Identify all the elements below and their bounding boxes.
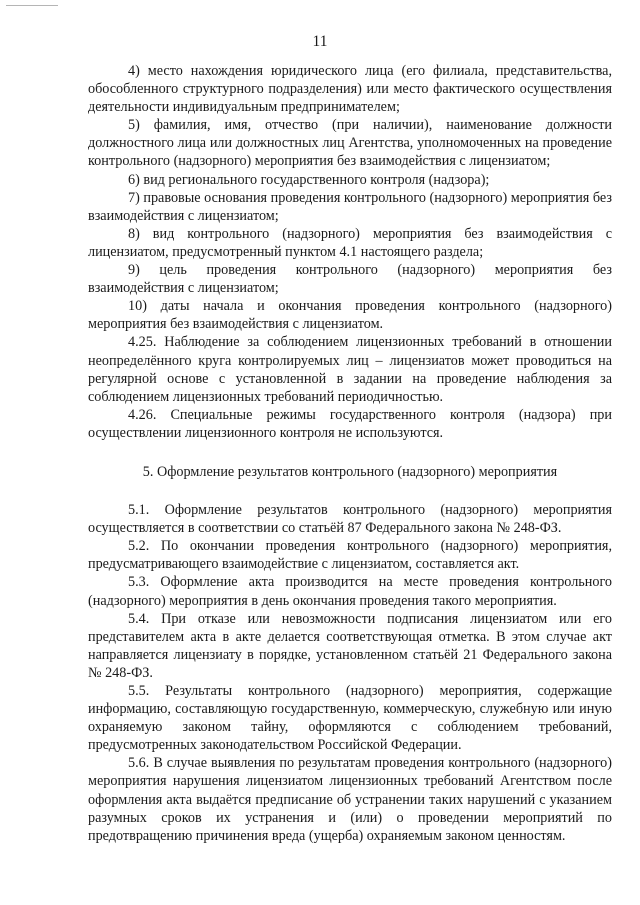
paragraph-item-8-measure-type: 8) вид контрольного (надзорного) мероприятия без взаимодействия с лицензиатом, предусмотренный пунктом 4.1 настоящего раздела; [88, 225, 612, 260]
scan-corner-mark [6, 5, 58, 6]
paragraph-item-5-officials: 5) фамилия, имя, отчество (при наличии), наименование должности должностного лица или должностных лиц Агентства, уполномоченных на проведение контрольного (надзорного) мероприятия без взаимодействия с лицензиатом; [88, 117, 612, 170]
paragraph-item-6-control-type: 6) вид регионального государственного контроля (надзора); [128, 171, 490, 188]
paragraph-5-6: 5.6. В случае выявления по результатам проведения контрольного (надзорного) мероприятия нарушения лицензиатом лицензионных требований Агентством после оформления акта выдаётся предписание об устранении таких нарушений с указанием разумных сроков их устранения и (или) о проведении мероприятий по предотвращению причинения вреда (ущерба) охраняемым законом ценностям. [88, 755, 612, 844]
paragraph-4-26: 4.26. Специальные режимы государственного контроля (надзора) при осуществлении лицензионного контроля не используются. [88, 406, 612, 441]
paragraph-item-4-location: 4) место нахождения юридического лица (его филиала, представительства, обособленного структурного подразделения) или место фактического осуществления деятельности индивидуальным предпринимателем; [88, 63, 612, 116]
paragraph-4-25: 4.25. Наблюдение за соблюдением лицензионных требований в отношении неопределённого круга контролируемых лиц – лицензиатов может проводиться на регулярной основе с установленной в задании на проведение наблюдения за соблюдением лицензионных требований периодичностью. [88, 334, 612, 405]
section-heading: 5. Оформление результатов контрольного (надзорного) мероприятия [142, 463, 558, 480]
paragraph-5-5: 5.5. Результаты контрольного (надзорного) мероприятия, содержащие информацию, составляющую государственную, коммерческую, служебную или иную охраняемую законом тайну, оформляются с соблюдением требований, предусмотренных законодательством Российской Федерации. [88, 683, 612, 754]
paragraph-5-1: 5.1. Оформление результатов контрольного (надзорного) мероприятия осуществляется в соответствии со статьёй 87 Федерального закона № 248-ФЗ. [88, 502, 612, 537]
paragraph-5-3: 5.3. Оформление акта производится на месте проведения контрольного (надзорного) мероприятия в день окончания проведения такого мероприятия. [88, 574, 612, 609]
paragraph-5-2: 5.2. По окончании проведения контрольного (надзорного) мероприятия, предусматривающего взаимодействие с лицензиатом, составляется акт. [88, 538, 612, 573]
paragraph-item-7-legal-grounds: 7) правовые основания проведения контрольного (надзорного) мероприятия без взаимодействия с лицензиатом; [88, 189, 612, 224]
paragraph-item-9-purpose: 9) цель проведения контрольного (надзорного) мероприятия без взаимодействия с лицензиатом; [88, 262, 612, 297]
page-number: 11 [312, 33, 328, 50]
paragraph-5-4: 5.4. При отказе или невозможности подписания лицензиатом или его представителем акта в акте делается соответствующая отметка. В этом случае акт направляется лицензиату в порядке, установленном статьёй 21 Федерального закона № 248-ФЗ. [88, 610, 612, 681]
paragraph-item-10-dates: 10) даты начала и окончания проведения контрольного (надзорного) мероприятия без взаимодействия с лицензиатом. [88, 298, 612, 333]
document-body [88, 62, 612, 845]
